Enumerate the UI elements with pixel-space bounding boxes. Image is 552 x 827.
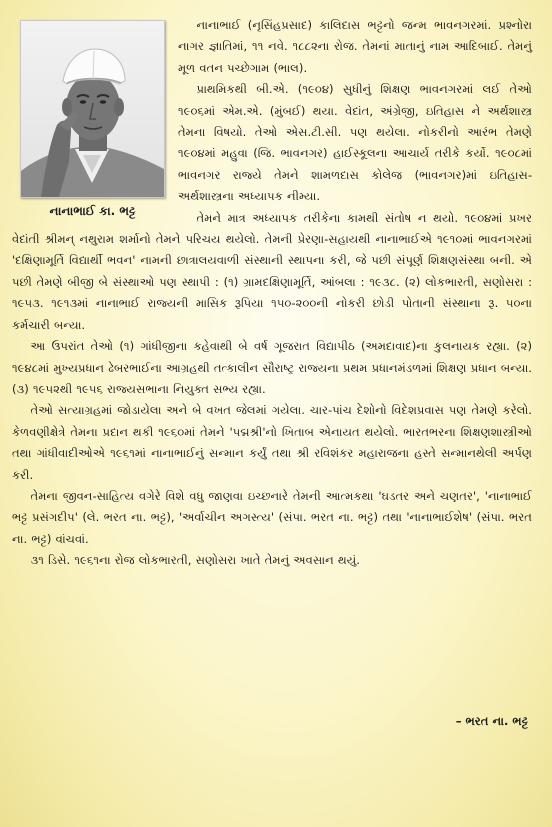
paragraph-birth: નાનાભાઈ (નૃસિંહપ્રસાદ) કાલિદાસ ભટ્ટનો જન્મ ભાવનગરમાં. પ્રશ્નોરા નાગર જ્ઞાતિમાં, ૧૧ નવે. ૧૮૮૨ના રોજ. તેમનાં માતાનું નામ આદિબાઈ. તેમનું મૂળ વતન પચ્છેગામ (ભાલ).	[178, 18, 532, 75]
paragraph-education: પ્રાથમિકથી બી.એ. (૧૯૦૪) સુધીનું શિક્ષણ ભાવનગરમાં લઈ તેઓ ૧૯૦૬માં એમ.એ. (મુંબઈ) થયા. વેદાંત, અંગ્રેજી, ઇતિહાસ ને અર્થશાસ્ત્ર તેમના વિષયો. તેઓ એસ.ટી.સી. પણ થયેલા. નોકરીનો આરંભ તેમણે ૧૯૦૪માં મહુવા (જિ. ભાવનગર) હાઈસ્કૂલના આચાર્ય તરીકે કર્યો. ૧૯૦૮માં ભાવનગર રાજ્યે તેમને શામળદાસ કોલેજ (ભાવનગર)માં ઇતિહાસ-અર્થશાસ્ત્રના અધ્યાપક નીમ્યા.	[178, 82, 532, 204]
author-signature: – ભરત ના. ભટ્ટ	[455, 714, 528, 728]
paragraph-further-reading: તેમના જીવન-સાહિત્ય વગેરે વિશે વધુ જાણવા ઇચ્છનારે તેમની આત્મકથા 'ઘડતર અને ચણતર', 'નાનાભાઈ ભટ્ટ પ્રસંગદીપ' (લે. ભરત ના. ભટ્ટ), 'અર્વાચીન અગસ્ત્ય' (સંપા. ભરત ના. ભટ્ટ) તથા 'નાનાભાઈશેષ' (સંપા. ભરત ના. ભટ્ટ) વાંચવાં.	[12, 488, 532, 546]
paragraph-honours: તેઓ સત્યાગ્રહમાં જોડાયેલા અને બે વખત જેલમાં ગયેલા. ચાર-પાંચ દેશોનો વિદેશપ્રવાસ પણ તેમણે કરેલો. કેળવણીક્ષેત્રે તેમના પ્રદાન થકી ૧૯૬૦માં તેમને 'પદ્મશ્રી'નો ખિતાબ એનાયત થયેલો. ભારતભરના શિક્ષણશાસ્ત્રીઓ તથા ગાંધીવાદીઓએ ૧૯૬૧માં નાનાભાઈનું સન્માન કર્યું તથા શ્રી રવિશંકર મહારાજના હસ્તે સન્માનથેલી અર્પણ કરી.	[12, 403, 532, 482]
paragraph-death: ૩૧ ડિસે. ૧૯૬૧ના રોજ લોકભારતી, સણોસરા ખાતે તેમનું અવસાન થયું.	[30, 553, 360, 568]
paragraph-institutions: તેમને માત્ર અધ્યાપક તરીકેના કામથી સંતોષ ન થયો. ૧૯૦૪માં પ્રખર વેદાંતી શ્રીમન્ નથુરામ શર્માનો તેમને પરિચય થયેલો. તેમની પ્રેરણા-સહાયથી નાનાભાઈએ ૧૯૧૦માં ભાવનગરમાં 'દક્ષિણામૂર્તિ વિદ્યાર્થી ભવન' નામની છાત્રાલયવાળી સંસ્થાની સ્થાપના કરી, જે પછી સંપૂર્ણ શિક્ષણસંસ્થા બની. એ પછી તેમણે બીજી બે સંસ્થાઓ પણ સ્થાપી : (૧) ગ્રામદક્ષિણામૂર્તિ, આંબલા : ૧૯૩૮. (૨) લોકભારતી, સણોસરા : ૧૯૫૩. ૧૯૧૩માં નાનાભાઈ રાજ્યની માસિક રૂપિયા ૧૫૦-૨૦૦ની નોકરી છોડી પોતાની સંસ્થાના રૂ. ૫૦ના કર્મચારી બન્યા.	[12, 210, 532, 332]
portrait-caption: નાનાભાઈ કા. ભટ્ટ	[49, 204, 136, 218]
biography-text	[12, 15, 532, 572]
photo-spacer	[12, 15, 178, 229]
paragraph-public-roles: આ ઉપરાંત તેઓ (૧) ગાંધીજીના કહેવાથી બે વર્ષ ગૂજરાત વિદ્યાપીઠ (અમદાવાદ)ના કુલનાયક રહ્યા. (૨) ૧૯૪૮માં મુખ્યપ્રધાન ઢેબરભાઈના આગ્રહથી તત્કાલીન સૌરાષ્ટ્ર રાજ્યના પ્રથમ પ્રધાનમંડળમાં શિક્ષણ પ્રધાન બન્યા. (૩) ૧૯૫૨થી ૧૯૫૬ રાજ્યસભાના નિયુક્ત સભ્ય રહ્યા.	[12, 339, 532, 396]
